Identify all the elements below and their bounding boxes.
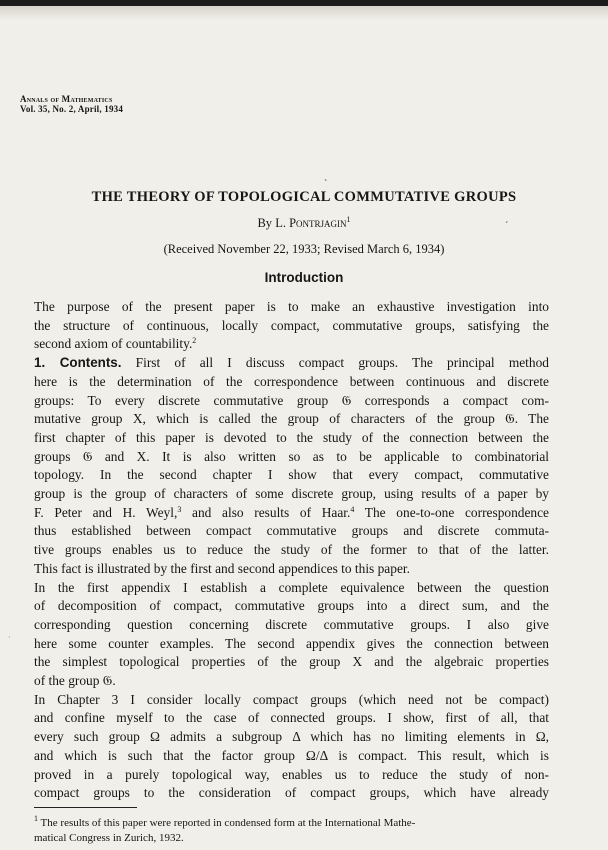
journal-header (20, 94, 123, 114)
text-line: proved in a purely topological way, enables us to reduce the study of non- (34, 766, 549, 782)
footnote-line: $^1$ The results of this paper were reported in condensed form at the International Mathe- (34, 814, 416, 829)
text-line: the simplest topological properties of the group X and the algebraic properties (34, 654, 549, 670)
text-line: compact groups to the consideration of compact groups, which have already (34, 785, 549, 801)
text-line: and which is such that the factor group Ω/Δ is compact. This result, which is (34, 747, 549, 763)
stray-mark: ˊ (505, 221, 509, 232)
text-line: every such group Ω admits a subgroup Δ which has no limiting elements in Ω, (34, 729, 549, 745)
paragraph-label: 1. Contents. (34, 355, 122, 371)
text-line: In the first appendix I establish a complete equivalence between the question (34, 579, 549, 595)
article-title: THE THEORY OF TOPOLOGICAL COMMUTATIVE GROUPS (91, 189, 517, 205)
received-dates: (Received November 22, 1933; Revised March 6, 1934) (163, 242, 445, 256)
text-line: of decomposition of compact, commutative groups into a direct sum, and the (34, 598, 549, 614)
footnote-rule (34, 807, 137, 808)
section-heading: Introduction (264, 270, 344, 285)
text-line: the structure of continuous, locally compact, commutative groups, satisfying the (34, 317, 549, 333)
paragraph (34, 691, 549, 803)
paragraph (34, 579, 549, 691)
text-line: group is the group of characters of some discrete group, using results of a paper by (34, 486, 549, 502)
footnote-ref-4: 4 (350, 504, 355, 514)
footnote-ref-1: 1 (346, 215, 351, 224)
text-line: here some counter examples. The second appendix gives the connection between (34, 635, 549, 651)
text-line: tive groups enables us to reduce the study of the former to that of the latter. (34, 542, 549, 558)
stray-mark: · (8, 633, 11, 642)
text-line: first chapter of this paper is devoted to the study of the connection between the (34, 429, 549, 445)
journal-issue: Vol. 35, No. 2, April, 1934 (20, 104, 124, 114)
text-line: of the group 𝔊. (34, 673, 116, 689)
footnote-marker: 1 (34, 814, 38, 823)
text-line: F. Peter and H. Weyl,$^3$ and also results of Haar.$^4$ The one-to-one correspondence (34, 504, 549, 520)
body-text (34, 298, 549, 803)
text-line: thus established between compact commutative groups and discrete commuta- (34, 523, 549, 539)
footnote (34, 816, 549, 846)
text-line: In Chapter 3 I consider locally compact groups (which need not be compact) (34, 691, 549, 707)
footnote-ref-2: 2 (192, 336, 197, 346)
author-byline (0, 216, 608, 231)
text-line: 1. Contents. First of all I discuss compact groups. The principal method (34, 355, 549, 371)
footnote-ref-3: 3 (177, 504, 182, 514)
text-line: and confine myself to the case of connected groups. I show, first of all, that (34, 710, 549, 726)
byline-prefix: By (257, 216, 273, 230)
footnote-line: matical Congress in Zurich, 1932. (34, 832, 184, 844)
text-line: This fact is illustrated by the first and second appendices to this paper. (34, 560, 410, 576)
text-line: second axiom of countability.$^2$ (34, 336, 197, 352)
text-line: topology. In the second chapter I show that every compact, commutative (34, 467, 549, 483)
stray-mark: ˋ (324, 179, 328, 190)
paragraph (34, 298, 549, 354)
text-line: here is the determination of the correspondence between continuous and discrete (34, 373, 549, 389)
text-line: The purpose of the present paper is to make an exhaustive investigation into (34, 299, 549, 314)
text-line: corresponding question concerning discrete commutative groups. I also give (34, 616, 549, 632)
journal-name: Annals of Mathematics (20, 94, 113, 104)
paragraph (34, 354, 549, 578)
author-name: L. Pontrjagin (275, 216, 347, 230)
text-line: groups: To every discrete commutative group 𝔊 corresponds a compact com- (34, 392, 549, 408)
text-line: groups 𝔊 and X. It is also written so as to be applicable to combinatorial (34, 448, 549, 464)
text-line: mutative group X, which is called the group of characters of the group 𝔊. The (34, 411, 549, 427)
paper-page (0, 6, 608, 850)
